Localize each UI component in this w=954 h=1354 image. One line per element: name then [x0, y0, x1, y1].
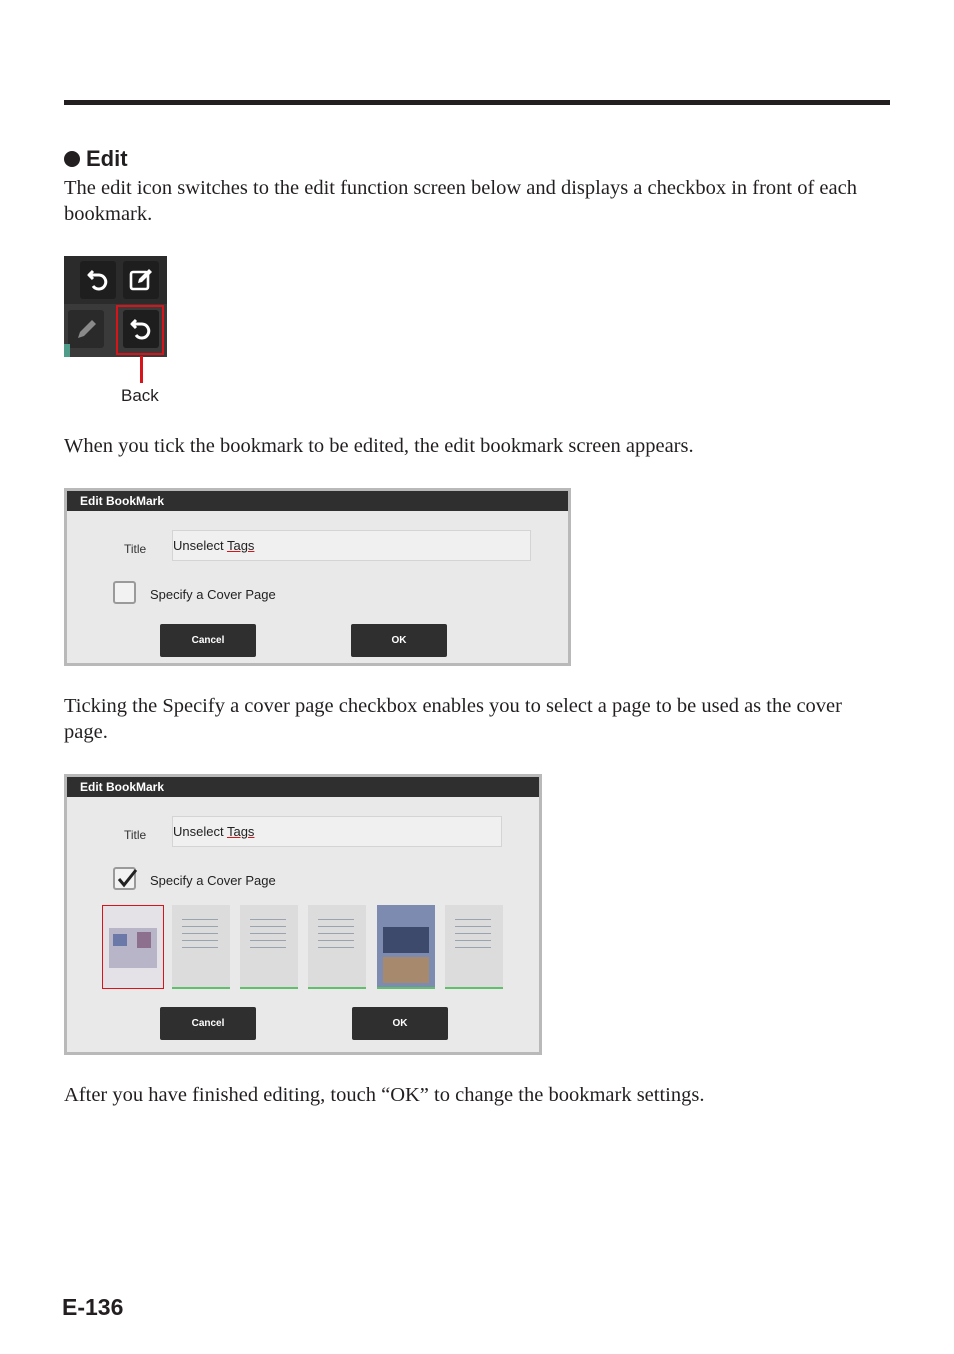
page-thumbnail-1[interactable]: [102, 905, 164, 989]
pencil-icon[interactable]: [68, 310, 104, 348]
title-label: Title: [124, 542, 147, 556]
title-input[interactable]: [172, 816, 502, 847]
callout-label: Back: [121, 386, 159, 405]
title-value: Unselect: [173, 824, 227, 839]
cancel-button[interactable]: Cancel: [160, 1007, 256, 1040]
bullet-icon: [64, 151, 80, 167]
page-thumbnail-5[interactable]: [377, 905, 435, 989]
back-highlight: [116, 305, 164, 355]
cover-checkbox[interactable]: [113, 867, 136, 890]
edit-bookmark-dialog-cover: [64, 774, 542, 1055]
title-value: Unselect: [173, 538, 227, 553]
back-icon[interactable]: [80, 261, 116, 299]
title-value-tag: Tags: [226, 538, 255, 553]
page-thumbnail-2[interactable]: [172, 905, 230, 989]
title-value-tag: Tags: [226, 824, 255, 839]
page-thumbnail-3[interactable]: [240, 905, 298, 989]
intro-paragraph: The edit icon switches to the edit function screen below and displays a checkbox in front of each bookmark.: [64, 177, 857, 225]
title-label: Title: [124, 828, 147, 842]
header-rule: [64, 100, 890, 105]
cover-label: Specify a Cover Page: [150, 587, 276, 602]
finish-paragraph: After you have finished editing, touch “OK” to change the bookmark settings.: [64, 1084, 705, 1106]
ok-button[interactable]: OK: [351, 624, 447, 657]
page-thumbnail-6[interactable]: [445, 905, 503, 989]
cover-paragraph: Ticking the Specify a cover page checkbox enables you to select a page to be used as the cover page.: [64, 695, 842, 743]
checkmark-icon: [116, 867, 138, 889]
page-number: E-136: [62, 1294, 124, 1320]
cover-checkbox[interactable]: [113, 581, 136, 604]
cancel-button[interactable]: Cancel: [160, 624, 256, 657]
edit-bookmark-dialog: [64, 488, 571, 666]
dialog-title: Edit BookMark: [67, 491, 568, 511]
callout-line: [140, 356, 143, 383]
title-input[interactable]: [172, 530, 531, 561]
dialog-title: Edit BookMark: [67, 777, 539, 797]
tick-paragraph: When you tick the bookmark to be edited, the edit bookmark screen appears.: [64, 435, 694, 457]
section-heading-text: Edit: [86, 146, 128, 171]
ok-button[interactable]: OK: [352, 1007, 448, 1040]
page-thumbnail-4[interactable]: [308, 905, 366, 989]
edit-icon[interactable]: [123, 261, 159, 299]
section-heading: [64, 146, 128, 172]
cover-label: Specify a Cover Page: [150, 873, 276, 888]
